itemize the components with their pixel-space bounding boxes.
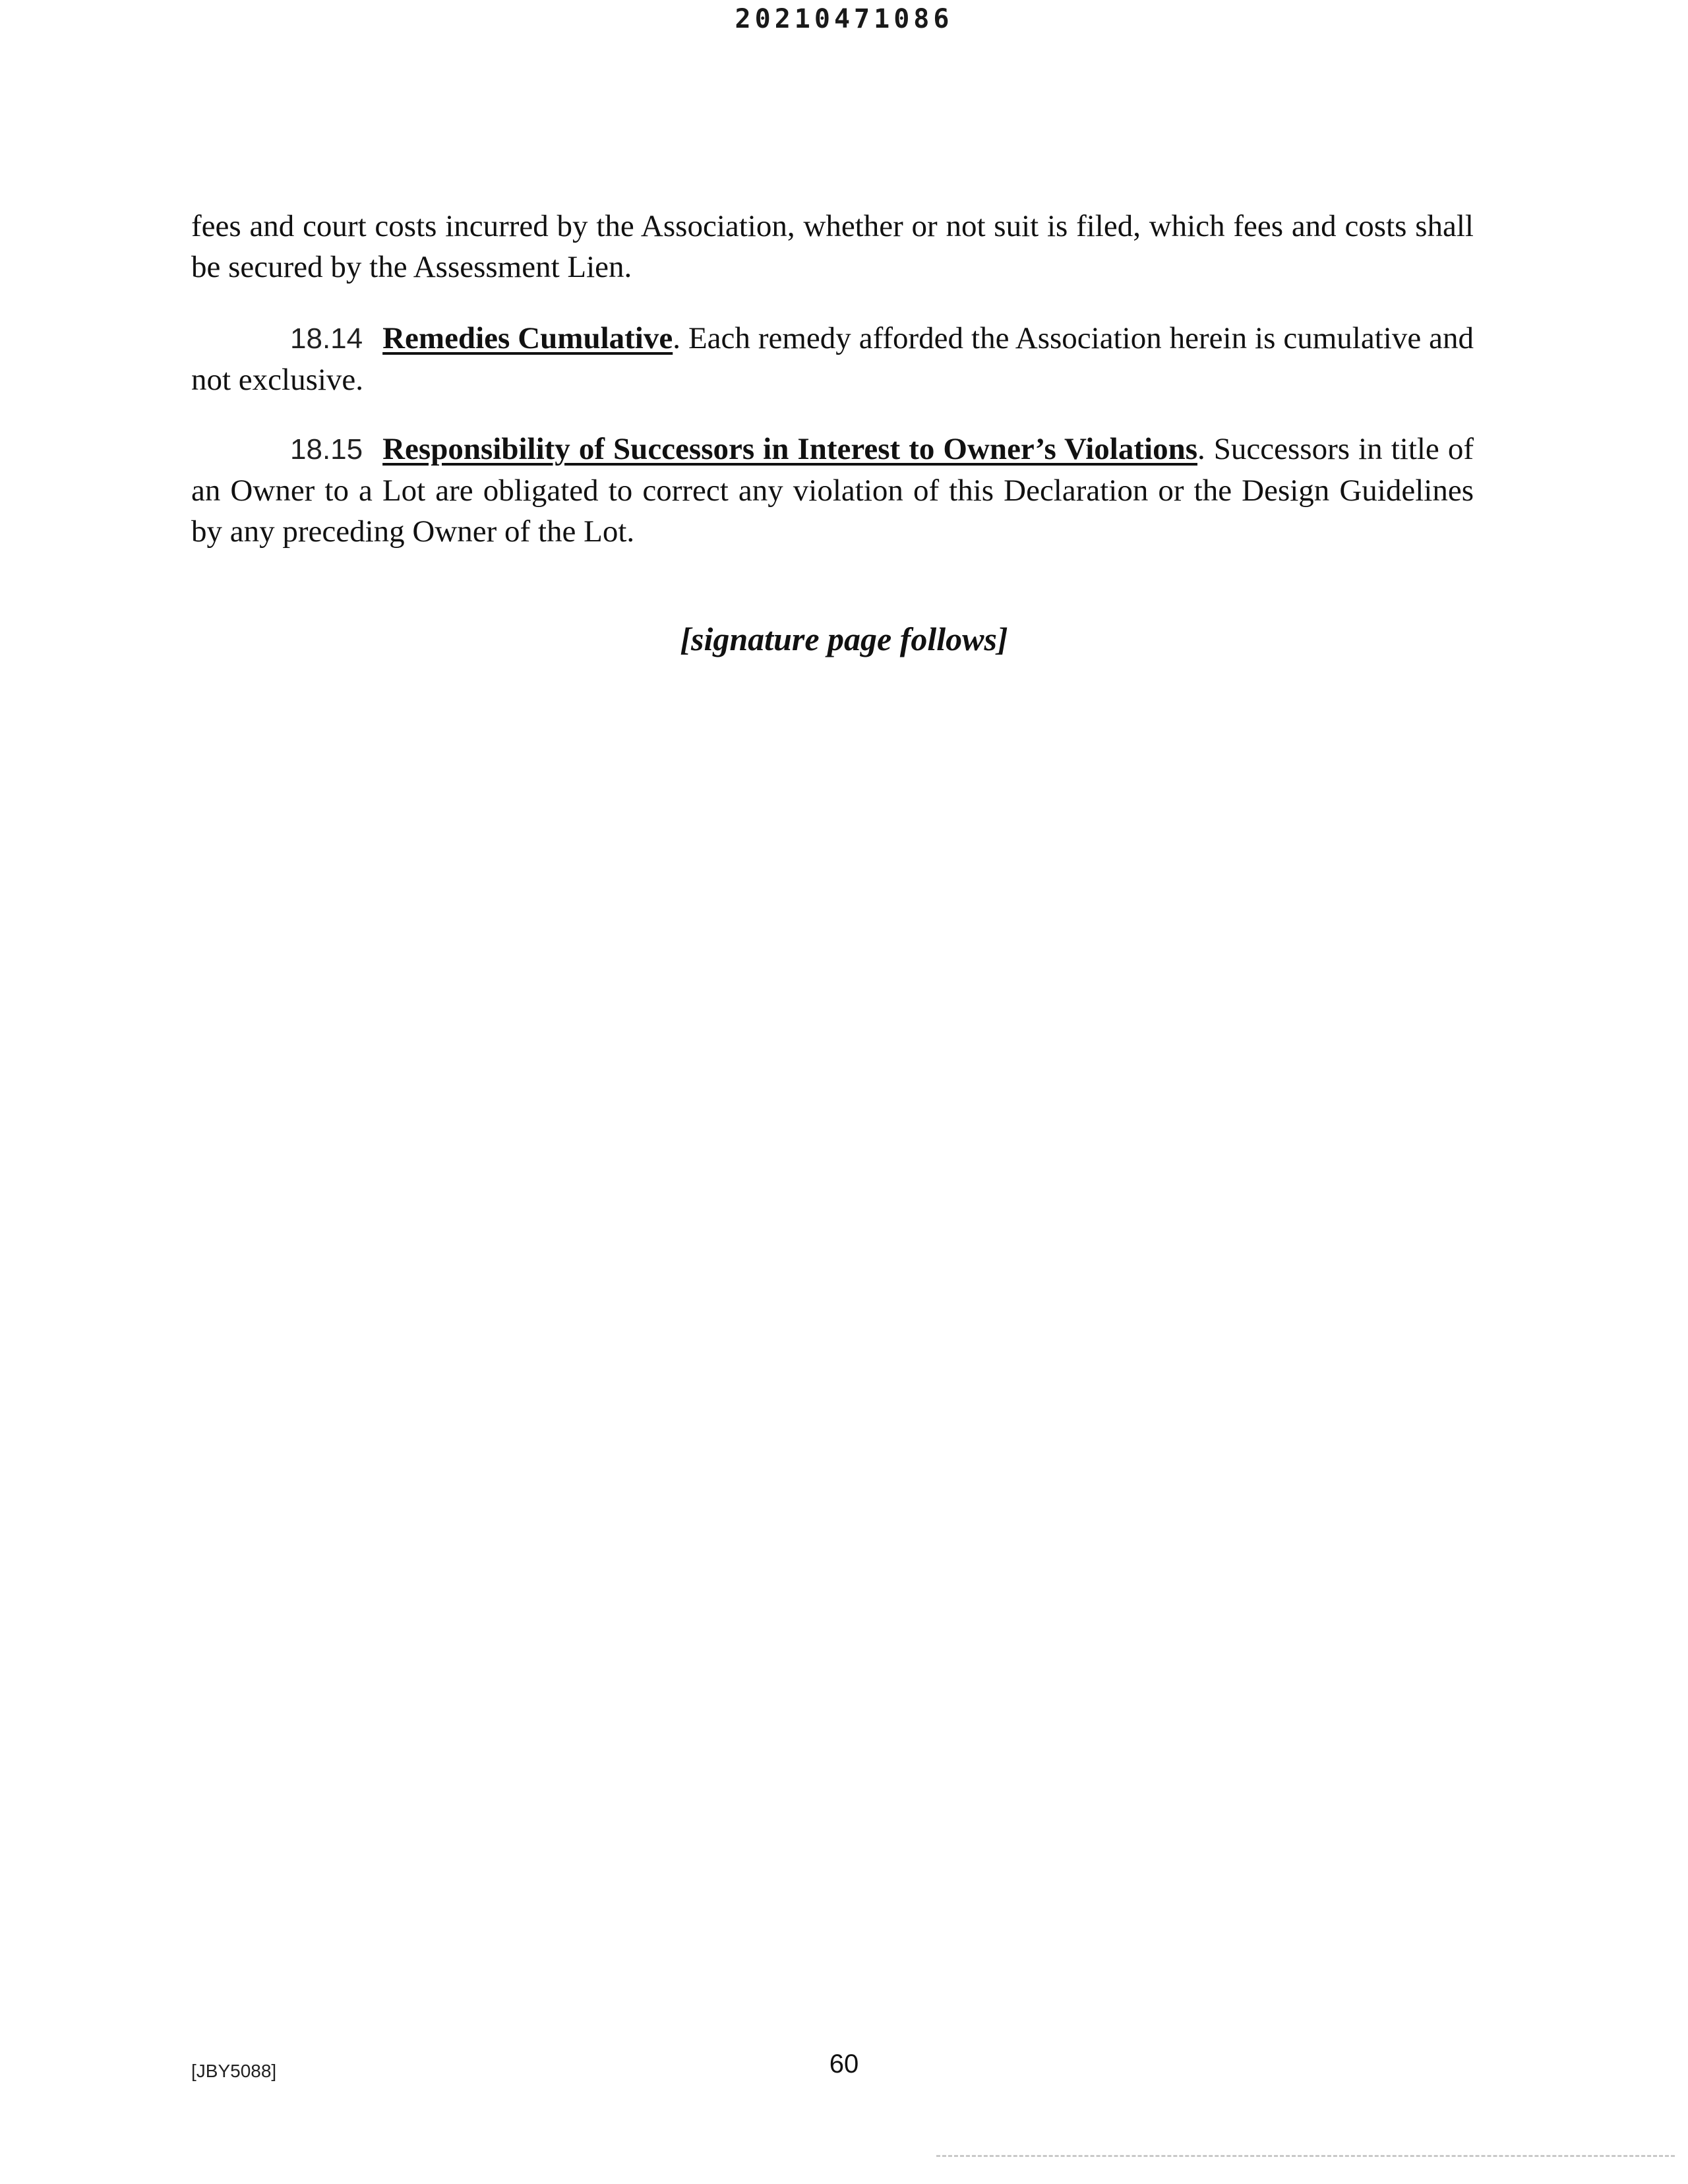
section-18-15 (191, 429, 1474, 552)
section-number: 18.14 (290, 322, 363, 355)
recording-number: 20210471086 (735, 4, 953, 34)
continuation-text: fees and court costs incurred by the Association, whether or not suit is filed, which fees and costs shall be secured by the Assessment Lien. (191, 209, 1474, 284)
section-heading: Remedies Cumulative (382, 321, 673, 355)
page-number: 60 (829, 2049, 859, 2078)
footer-document-code: [JBY5088] (191, 2061, 277, 2081)
section-text: . Each remedy afforded the Association herein is cumulative and not exclusive. (191, 321, 1474, 397)
continuation-paragraph (191, 206, 1474, 288)
section-18-14 (191, 318, 1474, 400)
section-number: 18.15 (290, 433, 363, 466)
section-heading: Responsibility of Successors in Interest to Owner’s Violations (382, 432, 1197, 466)
section-text: . Successors in title of an Owner to a Lot are obligated to correct any violation of this Declaration or the Design Guidelines by any preceding Owner of the Lot. (191, 432, 1474, 549)
scan-edge-artifact (936, 2155, 1675, 2157)
signature-page-note: [signature page follows] (680, 621, 1008, 657)
